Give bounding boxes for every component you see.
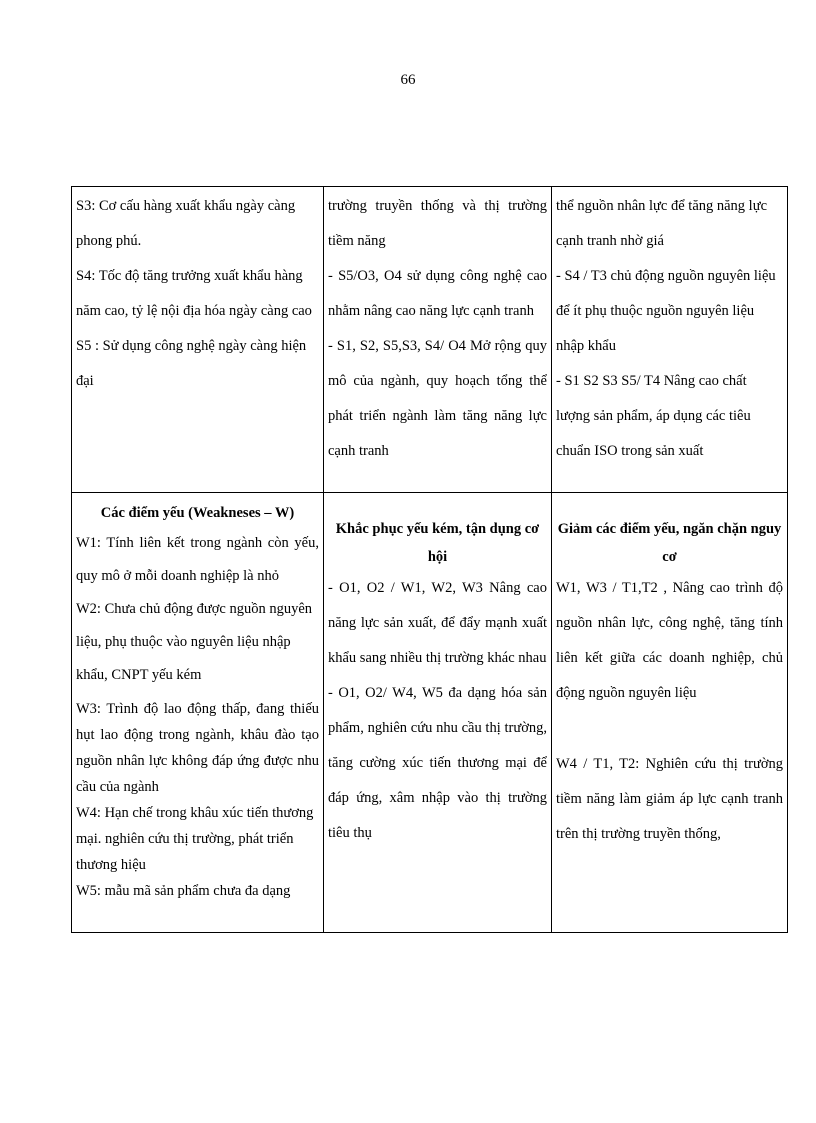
wo-strategy-capacity: - O1, O2 / W1, W2, W3 Nâng cao năng lực sản xuất, để đẩy mạnh xuất khẩu sang nhiều thị trường khác nhau	[328, 580, 547, 666]
strength-s5: S5 : Sử dụng công nghệ ngày càng hiện đại	[76, 338, 307, 389]
strength-s3: S3: Cơ cấu hàng xuất khẩu ngày càng phong phú.	[76, 198, 296, 249]
weaknesses-heading: Các điểm yếu (Weakneses – W)	[100, 505, 295, 521]
so-strategy-continued: trường truyền thống và thị trường tiềm năng	[328, 198, 547, 249]
weakness-w4: W4: Hạn chế trong khâu xúc tiến thương mại. nghiên cứu thị trường, phát triển thương hiệu	[76, 805, 314, 873]
st-strategy-quality: - S1 S2 S3 S5/ T4 Nâng cao chất lượng sản phẩm, áp dụng các tiêu chuẩn ISO trong sản xuất	[556, 373, 751, 459]
swot-table	[71, 186, 788, 933]
wt-strategies-cell	[552, 493, 788, 933]
wt-strategy-training: W1, W3 / T1,T2 , Nâng cao trình độ nguồn nhân lực, công nghệ, tăng tính liên kết giữa các doanh nghiệp, chủ động nguồn nguyên liệu	[556, 580, 783, 701]
st-strategies-cell	[552, 187, 788, 493]
strengths-cell	[72, 187, 324, 493]
weakness-w2: W2: Chưa chủ động được nguồn nguyên liệu, phụ thuộc vào nguyên liệu nhập khẩu, CNPT yếu kém	[76, 601, 313, 683]
strength-s4: S4: Tốc độ tăng trưởng xuất khẩu hàng năm cao, tỷ lệ nội địa hóa ngày càng cao	[76, 268, 312, 319]
st-strategy-continued: thể nguồn nhân lực để tăng năng lực cạnh tranh nhờ giá	[556, 198, 768, 249]
wt-strategy-research: W4 / T1, T2: Nghiên cứu thị trường tiềm năng làm giảm áp lực cạnh tranh trên thị trường truyền thống,	[556, 756, 783, 842]
weakness-w5: W5: mẫu mã sản phẩm chưa đa dạng	[76, 883, 291, 899]
weakness-w1: W1: Tính liên kết trong ngành còn yếu, quy mô ở mỗi doanh nghiệp là nhỏ	[76, 535, 319, 584]
st-strategy-materials: - S4 / T3 chủ động nguồn nguyên liệu để ít phụ thuộc nguồn nguyên liệu nhập khẩu	[556, 268, 776, 354]
so-strategies-cell	[324, 187, 552, 493]
page-number: 66	[400, 72, 416, 88]
weakness-w3: W3: Trình độ lao động thấp, đang thiếu hụt lao động trong ngành, khâu đào tạo nguồn nhân lực không đáp ứng được nhu cầu của ngành	[76, 701, 319, 795]
so-strategy-scale: - S1, S2, S5,S3, S4/ O4 Mở rộng quy mô của ngành, quy hoạch tổng thể phát triển ngành làm tăng năng lực cạnh tranh	[328, 338, 547, 459]
so-strategy-technology: - S5/O3, O4 sử dụng công nghệ cao nhằm nâng cao năng lực cạnh tranh	[328, 268, 547, 319]
wo-strategies-cell	[324, 493, 552, 933]
wo-strategy-diversify: - O1, O2/ W4, W5 đa dạng hóa sản phẩm, nghiên cứu nhu cầu thị trường, tăng cường xúc tiến thương mại để đáp ứng, xâm nhập vào thị trường tiêu thụ	[328, 685, 547, 841]
wt-heading: Giảm các điểm yếu, ngăn chặn nguy cơ	[557, 521, 782, 565]
paragraph-gap	[556, 711, 783, 747]
weaknesses-cell	[72, 493, 324, 933]
strengths-row	[72, 187, 788, 493]
wo-heading: Khắc phục yếu kém, tận dụng cơ hội	[335, 521, 540, 565]
weaknesses-row	[72, 493, 788, 933]
